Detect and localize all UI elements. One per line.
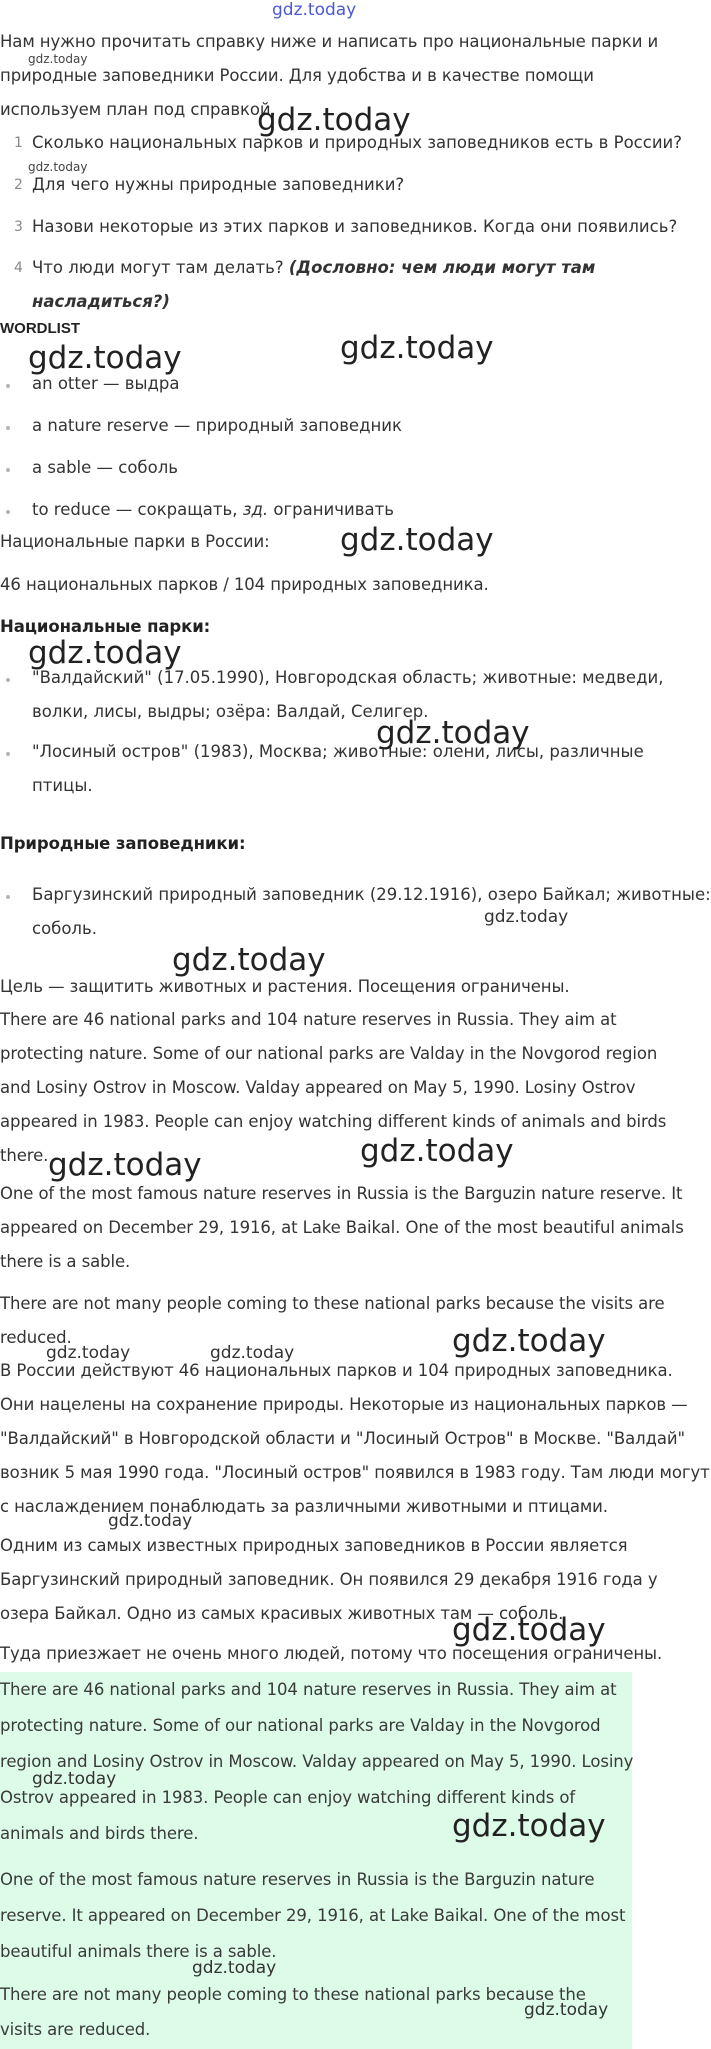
- watermark-big: gdz.today: [48, 1147, 202, 1183]
- bullet-icon: [6, 468, 10, 472]
- answer-line: There are not many people coming to these national parks because the: [0, 1985, 586, 2004]
- facts-goal: Цель — защитить животных и растения. Посещения ограничены.: [0, 977, 570, 996]
- text-line: appeared in 1983. People can enjoy watching different kinds of animals and birds: [0, 1112, 667, 1131]
- text-line: "Валдайский" в Новгородской области и "Лосиный Остров" в Москве. "Валдай": [0, 1429, 685, 1448]
- facts-counts: 46 национальных парков / 104 природных заповедника.: [0, 575, 489, 594]
- reserves-title: Природные заповедники:: [0, 834, 246, 853]
- bullet-icon: [6, 384, 10, 388]
- text-line: reduced.: [0, 1328, 72, 1347]
- watermark-big: gdz.today: [340, 522, 494, 558]
- bullet-icon: [6, 752, 10, 756]
- answer-line: One of the most famous nature reserves in Russia is the Barguzin nature: [0, 1870, 595, 1889]
- watermark-small: gdz.today: [210, 1343, 295, 1363]
- text-line: Одним из самых известных природных заповедников в России является: [0, 1536, 628, 1555]
- reserve-item-line: Баргузинский природный заповедник (29.12.1916), озеро Байкал; животные:: [32, 885, 711, 904]
- wordlist-item-abbr: зд.: [242, 500, 269, 519]
- watermark-small: gdz.today: [28, 52, 88, 66]
- watermark-big: gdz.today: [340, 330, 494, 366]
- text-line: there is a sable.: [0, 1252, 131, 1271]
- list-number: 3: [14, 219, 23, 235]
- text-line: возник 5 мая 1990 года. "Лосиный остров" появился в 1983 году. Там люди могут: [0, 1463, 710, 1482]
- list-item: Назови некоторые из этих парков и заповедников. Когда они появились?: [32, 217, 678, 236]
- reserve-item-line: соболь.: [32, 919, 97, 938]
- bullet-icon: [6, 426, 10, 430]
- question-note: (Дословно: чем люди могут там: [288, 258, 596, 277]
- parks-title: Национальные парки:: [0, 617, 211, 636]
- question-text: Что люди могут там делать?: [32, 258, 284, 277]
- text-line: There are not many people coming to these national parks because the visits are: [0, 1294, 665, 1313]
- intro-line: используем план под справкой.: [0, 100, 276, 119]
- text-line: One of the most famous nature reserves in Russia is the Barguzin nature reserve. It: [0, 1184, 683, 1203]
- watermark-small: gdz.today: [192, 1958, 277, 1978]
- watermark-small: gdz.today: [524, 2000, 609, 2020]
- watermark-big: gdz.today: [360, 1133, 514, 1169]
- watermark-small: gdz.today: [32, 1769, 117, 1789]
- text-line: There are 46 national parks and 104 nature reserves in Russia. They aim at: [0, 1010, 617, 1029]
- answer-line: protecting nature. Some of our national parks are Valday in the Novgorod: [0, 1716, 601, 1735]
- text-line: and Losiny Ostrov in Moscow. Valday appeared on May 5, 1990. Losiny Ostrov: [0, 1078, 636, 1097]
- watermark-big: gdz.today: [257, 102, 411, 138]
- text-line: appeared on December 29, 1916, at Lake Baikal. One of the most beautiful animals: [0, 1218, 684, 1237]
- watermark-small: gdz.today: [46, 1343, 131, 1363]
- park-item-line: "Лосиный остров" (1983), Москва; животные: олени, лисы, различные: [32, 742, 644, 761]
- answer-line: There are 46 national parks and 104 nature reserves in Russia. They aim at: [0, 1680, 617, 1699]
- bullet-icon: [6, 678, 10, 682]
- text-line: В России действуют 46 национальных парков и 104 природных заповедника.: [0, 1361, 673, 1380]
- wordlist-item: [32, 500, 394, 519]
- wordlist-item-text: to reduce — сокращать,: [32, 500, 243, 519]
- answer-line: reserve. It appeared on December 29, 1916, at Lake Baikal. One of the most: [0, 1906, 626, 1925]
- text-line: Они нацелены на сохранение природы. Некоторые из национальных парков —: [0, 1395, 688, 1414]
- intro-line: Нам нужно прочитать справку ниже и написать про национальные парки и: [0, 32, 659, 51]
- question-note-continued: насладиться?): [32, 292, 170, 311]
- list-number: 1: [14, 135, 23, 151]
- watermark-big: gdz.today: [376, 715, 530, 751]
- park-item-line: "Валдайский" (17.05.1990), Новгородская область; животные: медведи,: [32, 668, 664, 687]
- wordlist-item: a nature reserve — природный заповедник: [32, 416, 402, 435]
- bullet-icon: [6, 895, 10, 899]
- text-line: с наслаждением понаблюдать за различными животными и птицами.: [0, 1497, 608, 1516]
- answer-line: visits are reduced.: [0, 2020, 151, 2039]
- wordlist-item-text: ограничивать: [268, 500, 394, 519]
- list-item: [32, 258, 595, 277]
- answer-line: beautiful animals there is a sable.: [0, 1942, 277, 1961]
- watermark-big: gdz.today: [452, 1808, 606, 1844]
- park-item-line: птицы.: [32, 776, 93, 795]
- watermark-small: gdz.today: [484, 907, 569, 927]
- text-line: protecting nature. Some of our national parks are Valday in the Novgorod region: [0, 1044, 658, 1063]
- watermark-big: gdz.today: [172, 942, 326, 978]
- list-number: 4: [14, 260, 23, 276]
- answer-line: Ostrov appeared in 1983. People can enjoy watching different kinds of: [0, 1788, 576, 1807]
- answer-line: region and Losiny Ostrov in Moscow. Valday appeared on May 5, 1990. Losiny: [0, 1752, 634, 1771]
- answer-line: animals and birds there.: [0, 1824, 199, 1843]
- text-line: there.: [0, 1146, 49, 1165]
- text-line: озера Байкал. Одно из самых красивых животных там — соболь.: [0, 1604, 564, 1623]
- watermark-big: gdz.today: [452, 1612, 606, 1648]
- watermark-small: gdz.today: [28, 160, 88, 174]
- watermark-big: gdz.today: [452, 1323, 606, 1359]
- bullet-icon: [6, 510, 10, 514]
- watermark-small: gdz.today: [108, 1511, 193, 1531]
- park-item-line: волки, лисы, выдры; озёра: Валдай, Селигер.: [32, 702, 429, 721]
- text-line: Туда приезжает не очень много людей, потому что посещения ограничены.: [0, 1644, 663, 1663]
- wordlist-item: a sable — соболь: [32, 458, 178, 477]
- watermark-big: gdz.today: [28, 635, 182, 671]
- list-item: Сколько национальных парков и природных заповедников есть в России?: [32, 133, 683, 152]
- wordlist-title: WORDLIST: [0, 320, 80, 337]
- list-item: Для чего нужны природные заповедники?: [32, 175, 405, 194]
- watermark-top: gdz.today: [272, 0, 357, 20]
- intro-line: природные заповедники России. Для удобства и в качестве помощи: [0, 66, 594, 85]
- watermark-big: gdz.today: [28, 340, 182, 376]
- text-line: Баргузинский природный заповедник. Он появился 29 декабря 1916 года у: [0, 1570, 658, 1589]
- list-number: 2: [14, 177, 23, 193]
- facts-heading: Национальные парки в России:: [0, 532, 270, 551]
- wordlist-item: an otter — выдра: [32, 374, 180, 393]
